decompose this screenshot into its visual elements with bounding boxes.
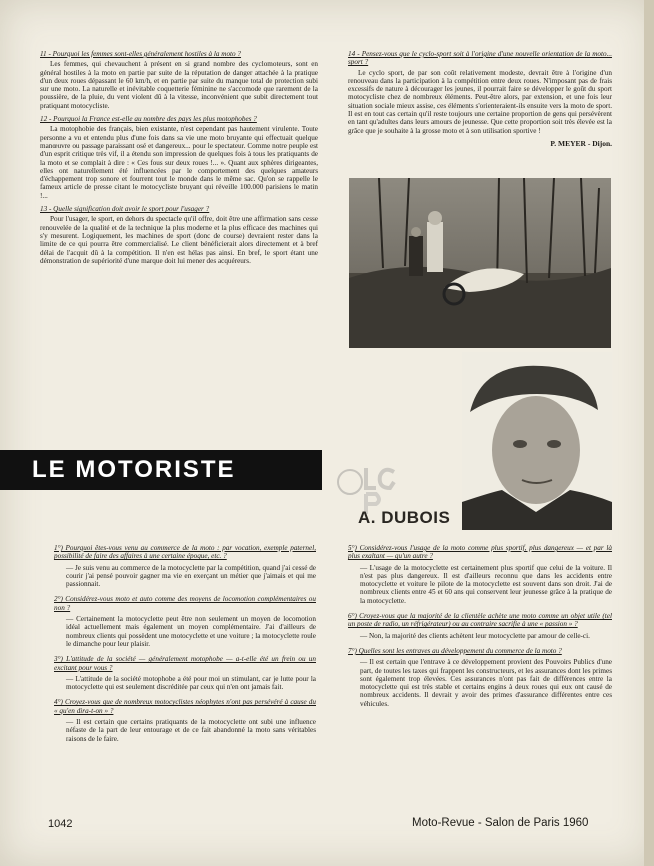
question-12: 12 - Pourquoi la France est-elle au nombre des pays les plus motophobes ?: [40, 115, 257, 124]
interview-question-6: 6°) Croyez-vous que la majorité de la clientèle achète une moto comme un objet utile (tel un poste de radio, un réfrigérateur) ou au contraire sacrifie à une « passion » ?: [348, 612, 612, 629]
page-edge: [644, 0, 654, 866]
question-11: 11 - Pourquoi les femmes sont-elles généralement hostiles à la moto ?: [40, 50, 242, 58]
racing-photo: [349, 178, 611, 348]
publication-footer: Moto-Revue - Salon de Paris 1960: [412, 817, 589, 829]
interview-question-7: 7°) Quelles sont les entraves au développement du commerce de la moto ?: [348, 646, 562, 655]
interview-answer-1: — Je suis venu au commerce de la motocyclette par la compétition, quand j'ai cessé de courir j'ai pensé pouvoir gagner ma vie en exerçant un métier que j'aimais et qui me passionnait.: [66, 563, 316, 589]
interview-answer-6: — Non, la majorité des clients achètent leur motocyclette par amour de celle-ci.: [360, 631, 590, 640]
interview-answer-7: — Il est certain que l'entrave à ce développement provient des Pouvoirs Publics d'une part, de toutes les taxes qui frappent les constructeurs, et les assurances dont les primes sont également trop élevées. Ces assurances n'ont pas fait de différences entre la motocyclette qui est très stable et certains engins à deux roues qui eux ont causé de nombreux accidents. Il devrait y avoir des primes d'assurance différentes entre ces véhicules.: [360, 658, 612, 708]
author-portrait: [462, 352, 612, 530]
section-banner: [0, 450, 322, 490]
interview-answer-4: — Il est certain que certains pratiquants de la motocyclette ont subi une influence néfaste de la part de leur entourage et de ce fait abandonné la moto sans véritables raisons de le faire.: [66, 718, 316, 743]
interview-question-5: 5°) Considérez-vous l'usage de la moto comme plus sportif, plus dangereux — et par là plus exaltant — qu'un autre ?: [348, 544, 612, 561]
answer-14: Le cyclo sport, de par son coût relativement modeste, devrait être à l'origine d'un renouveau dans la participation à la compétition entre deux roues. N'imposant pas de frais excessifs de nature à décourager les jeunes, il pourrait faire se développer le goût du sport motocycliste chez de nombreux éléments. Peut-être alors, par extension, et une fois leur situation sociale mieux assise, ces éléments s'orienteraient-ils ensuite vers la moto de sport. Il est en tout cas certain qu'il reste toujours une certaine proportion de gens qui persévèrent en tant qu'adultes dans leurs amours de jeunesse. Que cette proportion soit très élevée est la grâce que je souhaite à la grosse moto et à son utilisation sportive !: [348, 68, 612, 135]
interview-question-2: 2°) Considérez-vous moto et auto comme des moyens de locomotion complémentaires ou non ?: [54, 595, 316, 612]
interview-answer-2: — Certainement la motocyclette peut être non seulement un moyen de locomotion idéal actuellement mais également un moyen complémentaire. J'ai d'ailleurs de nombreux clients qui possèdent une motocyclette et une voiture ; la motocyclette roule le dimanche pour leur plaisir.: [66, 615, 316, 648]
question-14: 14 - Pensez-vous que le cyclo-sport soit à l'origine d'une nouvelle orientation de la moto... sport ?: [348, 50, 612, 67]
interview-question-1: 1°) Pourquoi êtes-vous venu au commerce de la moto : par vocation, exemple paternel, possibilité de faire des affaires à une certaine époque, etc. ?: [54, 544, 316, 561]
page-number: 1042: [48, 818, 73, 830]
banner-title: LE MOTORISTE: [32, 456, 236, 483]
interview-question-3: 3°) L'attitude de la société — généralement motophobe — a-t-elle été un frein ou un excitant pour vous ?: [54, 655, 316, 672]
letter-signature: P. MEYER - Dijon.: [550, 138, 612, 148]
top-left-column: [40, 50, 318, 270]
author-name: A. DUBOIS: [358, 508, 451, 527]
interview-question-4: 4°) Croyez-vous que de nombreux motocyclistes néophytes n'ont pas persévéré à cause du « qu'en dira-t-on » ?: [54, 698, 316, 715]
answer-13: Pour l'usager, le sport, en dehors du spectacle qu'il offre, doit être une affirmation sans cesse renouvelée de la qualité et de la technique la plus moderne et la plus efficace des machines qui s'y mesurent. Logiquement, les machines de sport (donc de course) devraient rester dans la limite de ce qui pourra être commercialisé. Le client bénéficierait alors directement et à bref délai de l'acquit dû à la compétition. Il n'en est hélas pas ainsi. En bref, le sport étant une démonstration de supériorité d'une marque doit lui mener des acquéreurs.: [40, 215, 318, 265]
answer-11: Les femmes, qui chevauchent à présent en si grand nombre des cyclomoteurs, sont en général hostiles à la moto en partie par suite de la réputation de danger attachée à la pratique d'un deux roues dépassant le 60 km/h, et en partie par suite du manque total de protection subi sur une moto. La naturelle et inévitable coquetterie féminine ne s'accomode que rarement de la poussière, de la pluie, du vent violent dû à la vitesse, inconvénient que subit directement tout pratiquant motocycliste.: [40, 60, 318, 110]
interview-right-column: [348, 544, 612, 715]
top-right-column: [348, 50, 612, 148]
question-13: 13 - Quelle signification doit avoir le sport pour l'usager ?: [40, 205, 210, 214]
interview-left-column: [54, 544, 316, 750]
interview-answer-3: — L'attitude de la société motophobe a été pour moi un stimulant, car je lutte pour la motocyclette qui est seulement discréditée par ceux qui n'en ont jamais fait.: [66, 674, 316, 692]
answer-12: La motophobie des français, bien existante, n'est cependant pas hautement virulente. Toute personne a vu et entendu plus d'une fois dans sa vie une moto bruyante qui effectuait quelque manœuvre ou passage paraissant osé et dangereux... pour le spectateur. Comme notre peuple est d'un esprit critique très vif, il a étendu son impression de quelques fois à tous les pratiquants de la moto et se complait à dire : « Ces fous sur deux roues !... ». Quant aux sphères dirigeantes, elles ont naturellement été influencées par le comportement des quelques amateurs d'échappement trop sonore et fourrent tout le monde dans le même sac. Qu'on se rappelle le fameux article de presse citant le motocycliste bruyant qui réveille 100.000 parisiens le matin !...: [40, 125, 318, 200]
interview-answer-5: — L'usage de la motocyclette est certainement plus sportif que celui de la voiture. Il n'est pas plus dangereux. Il est d'ailleurs reconnu que dans les accidents entre motocyclette et voiture le pilote de la motocyclette est souvent dans son droit. J'ai de nombreux clients entre 45 et 60 ans qui conservent leur jeunesse grâce à la pratique de la motocyclette.: [360, 563, 612, 605]
